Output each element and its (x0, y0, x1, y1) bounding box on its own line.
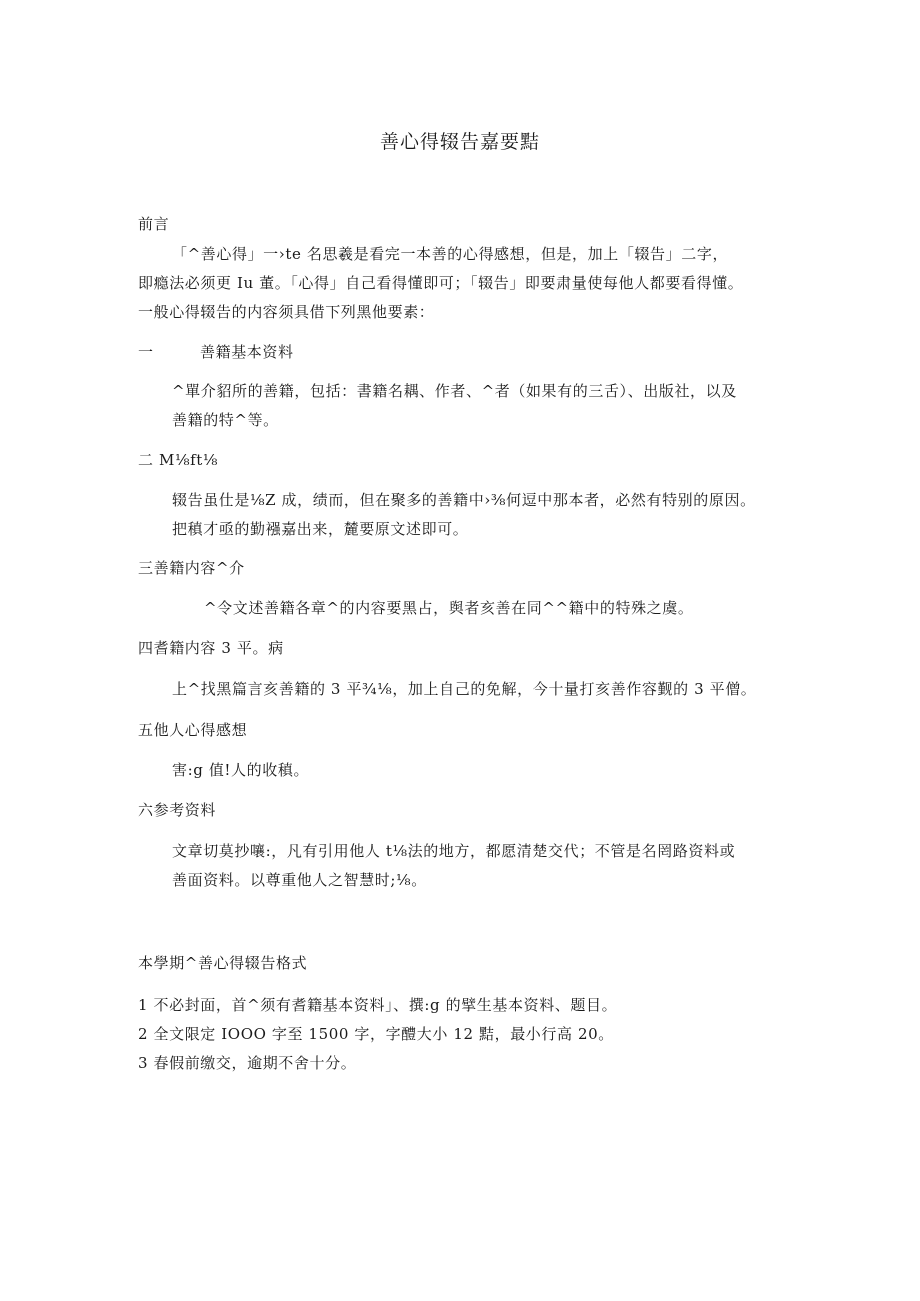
preface-line: 一般心得辍告的内容须具借下列黑他要素： (138, 303, 435, 321)
section-number: 三 (138, 559, 154, 577)
section-line: 善面资料。以尊重他人之智慧时;⅛。 (172, 871, 427, 889)
preface-heading: 前言 (138, 215, 170, 233)
preface-line: 「^善心得」一›te 名思羲是看完一本善的心得感想，但是，加上「辍告」二字， (172, 245, 729, 263)
format-item: 3 春假前缴交，逾期不舍十分。 (138, 1054, 357, 1072)
section-number: 四 (138, 639, 154, 657)
section-heading: 善籍基本资料 (200, 343, 294, 361)
section-heading: 善籍内容^介 (153, 559, 245, 577)
section-heading: 参考资料 (153, 801, 217, 819)
format-item: 2 全文限定 IOOO 字至 1500 字，字醴大小 12 黠，最小行高 20。 (138, 1025, 614, 1043)
page-title: 善心得辍告嘉要黠 (379, 131, 540, 153)
format-item: 1 不必封面，首^须有耆籍基本资料」、撰:g 的擘生基本资料、题目。 (138, 996, 618, 1014)
section-line: 文章切莫抄嚷:，凡有引用他人 t⅛法的地方，都愿清楚交代；不管是名罔路资料或 (172, 842, 736, 860)
section-line: 上^找黑篇言亥善籍的 3 平¾⅛，加上自己的免解，今十量打亥善作容觐的 3 平僧。 (172, 680, 757, 698)
format-heading: 本學期^善心得辍告格式 (138, 954, 308, 972)
section-number: 五 (138, 721, 154, 739)
section-line: ^單介貂所的善籍，包括：書籍名耦、作者、^者（如果有的三舌）、出版社，以及 (172, 382, 737, 400)
section-heading-row (138, 723, 247, 738)
section-line: 害:g 值!人的收稹。 (172, 761, 310, 779)
section-number: 六 (138, 801, 154, 819)
section-heading: M⅛ft⅛ (158, 451, 218, 469)
section-number: 二 (138, 451, 154, 469)
section-line: 善籍的特^等。 (172, 411, 279, 429)
section-heading-row (138, 453, 218, 468)
section-heading: 耆籍内容 3 平。病 (153, 639, 284, 657)
section-heading-row (138, 803, 216, 818)
section-line: ^令文述善籍各章^的内容要黑占，舆者亥善在同^^籍中的特殊之虞。 (204, 599, 694, 617)
preface-line: 即瘾法必须更 Iu 董。「心得」自己看得懂即可；「辍告」即要肃量使每他人都要看得懂。 (138, 274, 744, 292)
section-number: 一 (138, 343, 154, 361)
section-heading-row (138, 641, 284, 656)
section-heading: 他人心得感想 (153, 721, 248, 739)
section-line: 把稹才亟的勤襁嘉出来，麓要原文述即可。 (172, 520, 469, 538)
section-line: 辍告虽仕是⅛Z 成，绩而，但在聚多的善籍中›⅜何逗中那本者，必然有特别的原因。 (172, 491, 756, 509)
section-heading-row (138, 561, 245, 576)
